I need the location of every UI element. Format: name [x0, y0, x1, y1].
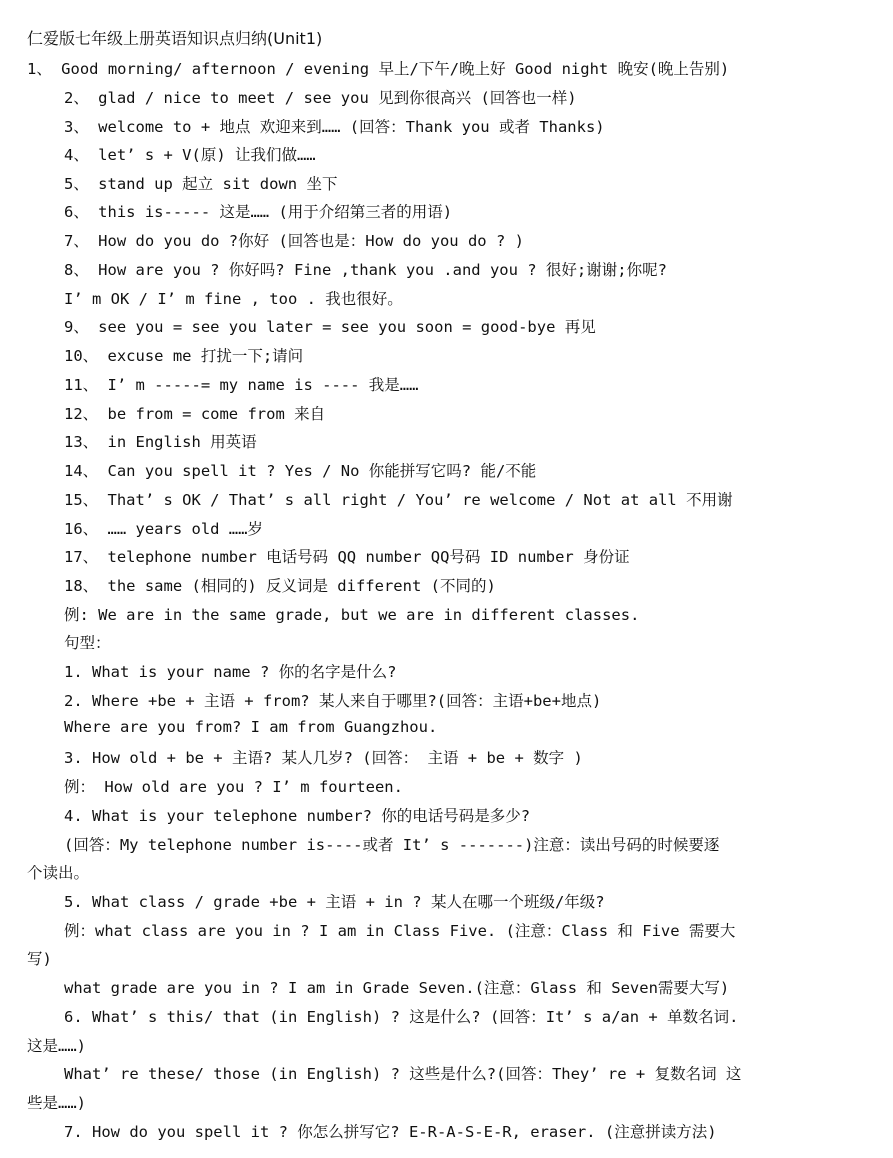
item-8: 8、 How are you ? 你好吗? Fine ,thank you .and you ? 很好;谢谢;你呢? — [64, 261, 667, 279]
item-5: 5、 stand up 起立 sit down 坐下 — [64, 175, 338, 193]
pattern-2-example: Where are you from? I am from Guangzhou. — [64, 718, 438, 736]
pattern-5-example-2: what grade are you in ? I am in Grade Seven.(注意：Glass 和 Seven需要大写) — [64, 979, 730, 997]
item-16: 16、 …… years old ……岁 — [64, 520, 263, 538]
pattern-4-answer: (回答：My telephone number is----或者 It’ s -------)注意：读出号码的时候要逐 — [64, 836, 720, 854]
item-9: 9、 see you = see you later = see you soon = good-bye 再见 — [64, 318, 596, 336]
item-15: 15、 That’ s OK / That’ s all right / You’ re welcome / Not at all 不用谢 — [64, 491, 733, 509]
pattern-1: 1. What is your name ? 你的名字是什么? — [64, 663, 397, 681]
item-8-continuation: I’ m OK / I’ m fine , too . 我也很好。 — [64, 290, 403, 308]
pattern-5-example: 例：what class are you in ? I am in Class Five. (注意：Class 和 Five 需要大 — [64, 922, 736, 940]
document-title: 仁爱版七年级上册英语知识点归纳(Unit1) — [27, 29, 323, 48]
pattern-5: 5. What class / grade +be + 主语 + in ? 某人在哪一个班级/年级? — [64, 893, 605, 911]
item-11: 11、 I’ m -----= my name is ---- 我是…… — [64, 376, 419, 394]
pattern-4: 4. What is your telephone number? 你的电话号码是多少? — [64, 807, 531, 825]
pattern-3-example: 例： How old are you ? I’ m fourteen. — [64, 778, 403, 796]
item-7: 7、 How do you do ?你好 (回答也是：How do you do ? ) — [64, 232, 524, 250]
item-14: 14、 Can you spell it ? Yes / No 你能拼写它吗? 能/不能 — [64, 462, 537, 480]
item-1: 1、 Good morning/ afternoon / evening 早上/下午/晚上好 Good night 晚安(晚上告别) — [27, 60, 730, 78]
pattern-7: 7. How do you spell it ? 你怎么拼写它? E-R-A-S-E-R, eraser. (注意拼读方法) — [64, 1123, 717, 1141]
item-12: 12、 be from = come from 来自 — [64, 405, 326, 423]
pattern-6-plural-wrap: 些是……) — [27, 1094, 86, 1112]
pattern-6: 6. What’ s this/ that (in English) ? 这是什么? (回答：It’ s a/an + 单数名词. — [64, 1008, 739, 1026]
item-10: 10、 excuse me 打扰一下;请问 — [64, 347, 304, 365]
pattern-6-wrap: 这是……) — [27, 1037, 86, 1055]
item-3: 3、 welcome to + 地点 欢迎来到…… (回答：Thank you 或者 Thanks) — [64, 118, 605, 136]
pattern-2: 2. Where +be + 主语 + from? 某人来自于哪里?(回答：主语+be+地点) — [64, 692, 602, 710]
pattern-4-answer-wrap: 个读出。 — [27, 864, 90, 882]
pattern-6-plural: What’ re these/ those (in English) ? 这些是什么?(回答：They’ re + 复数名词 这 — [64, 1065, 742, 1083]
item-18: 18、 the same (相同的) 反义词是 different (不同的) — [64, 577, 496, 595]
item-2: 2、 glad / nice to meet / see you 见到你很高兴 (回答也一样) — [64, 89, 577, 107]
sentence-patterns-heading: 句型： — [64, 634, 111, 652]
pattern-5-example-wrap: 写) — [27, 950, 52, 968]
item-4: 4、 let’ s + V(原) 让我们做…… — [64, 146, 316, 164]
item-13: 13、 in English 用英语 — [64, 433, 257, 451]
pattern-3: 3. How old + be + 主语? 某人几岁? (回答： 主语 + be + 数字 ) — [64, 749, 583, 767]
item-17: 17、 telephone number 电话号码 QQ number QQ号码 ID number 身份证 — [64, 548, 630, 566]
item-6: 6、 this is----- 这是…… (用于介绍第三者的用语) — [64, 203, 453, 221]
example-line: 例: We are in the same grade, but we are in different classes. — [64, 606, 640, 624]
